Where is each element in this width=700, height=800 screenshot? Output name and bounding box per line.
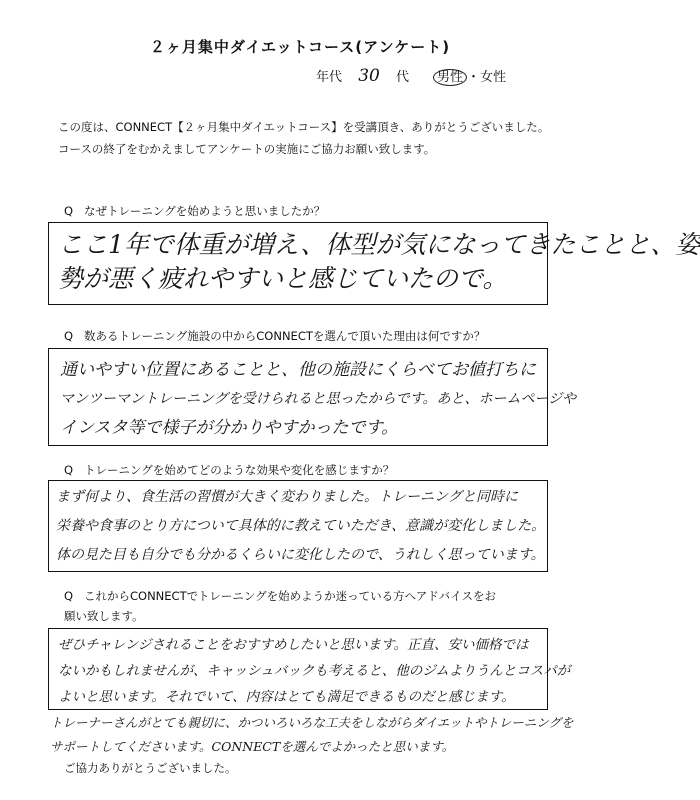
question-2-text: 数あるトレーニング施設の中からCONNECTを選んで頂いた理由は何ですか？ [84, 329, 486, 343]
answer-3-line: 栄養や食事のとり方について具体的に教えていただき、意識が変化しました。 [56, 518, 546, 534]
gender-male-circled: 男性 [433, 69, 467, 86]
answer-4-line: ぜひチャレンジされることをおすすめしたいと思います。正直、安い価格では [58, 637, 529, 653]
answer-2-line: マンツーマントレーニングを受けられると思ったからです。あと、ホームページや [60, 391, 577, 407]
answer-1-line: ここ1年で体重が増え、体型が気になってきたことと、姿 [58, 230, 700, 259]
question-4-text-cont: 願い致します。 [64, 609, 144, 623]
answer-4-line: ないかもしれませんが、キャッシュバックも考えると、他のジムよりうんとコスパが [58, 663, 571, 679]
question-3 [64, 462, 394, 478]
answer-3-line: まず何より、食生活の習慣が大きく変わりました。トレーニングと同時に [56, 489, 518, 505]
question-2 [64, 328, 485, 344]
question-1 [64, 203, 325, 219]
q-mark: Q [64, 589, 74, 603]
question-4 [64, 586, 544, 626]
answer-4-line: よいと思います。それでいて、内容はとても満足できるものだと感じます。 [58, 689, 515, 705]
answer-3 [56, 483, 560, 570]
closing-text: ご協力ありがとうございました。 [64, 761, 237, 775]
answer-2-line: 通いやすい位置にあることと、他の施設にくらべてお値打ちに [60, 360, 536, 380]
q-mark: Q [64, 204, 74, 218]
q-mark: Q [64, 329, 74, 343]
respondent-info [316, 66, 506, 86]
question-4-text: これからCONNECTでトレーニングを始めようか迷っている方へアドバイスをお [84, 589, 496, 603]
question-3-text: トレーニングを始めてどのような効果や変化を感じますか？ [84, 463, 395, 477]
gender-female: 女性 [480, 70, 507, 85]
gender-separator: ・ [467, 70, 481, 85]
age-suffix: 代 [396, 70, 410, 85]
intro-text: この度は、CONNECT【２ヶ月集中ダイエットコース】を受講頂き、ありがとうございました。コースの終了をむかえましてアンケートの実施にご協力お願い致します。 [58, 120, 550, 156]
age-label: 年代 [316, 70, 343, 85]
answer-2 [60, 356, 577, 443]
question-1-text: なぜトレーニングを始めようと思いましたか？ [84, 204, 326, 218]
answer-4 [50, 632, 574, 758]
q-mark: Q [64, 463, 74, 477]
survey-title: ２ヶ月集中ダイエットコース(アンケート) [149, 38, 451, 56]
answer-2-line: インスタ等で様子が分かりやすかったです。 [60, 418, 399, 438]
answer-4-line: トレーナーさんがとても親切に、かついろいろな工夫をしながらダイエットやトレーニングを [50, 715, 574, 730]
answer-1 [58, 228, 700, 296]
answer-3-line: 体の見た目も自分でも分かるくらいに変化したので、うれしく思っています。 [56, 547, 545, 563]
answer-1-line: 勢が悪く疲れやすいと感じていたので。 [58, 264, 508, 293]
answer-4-line: サポートしてくださいます。CONNECTを選んでよかったと思います。 [50, 739, 455, 754]
age-value: 30 [358, 66, 380, 86]
